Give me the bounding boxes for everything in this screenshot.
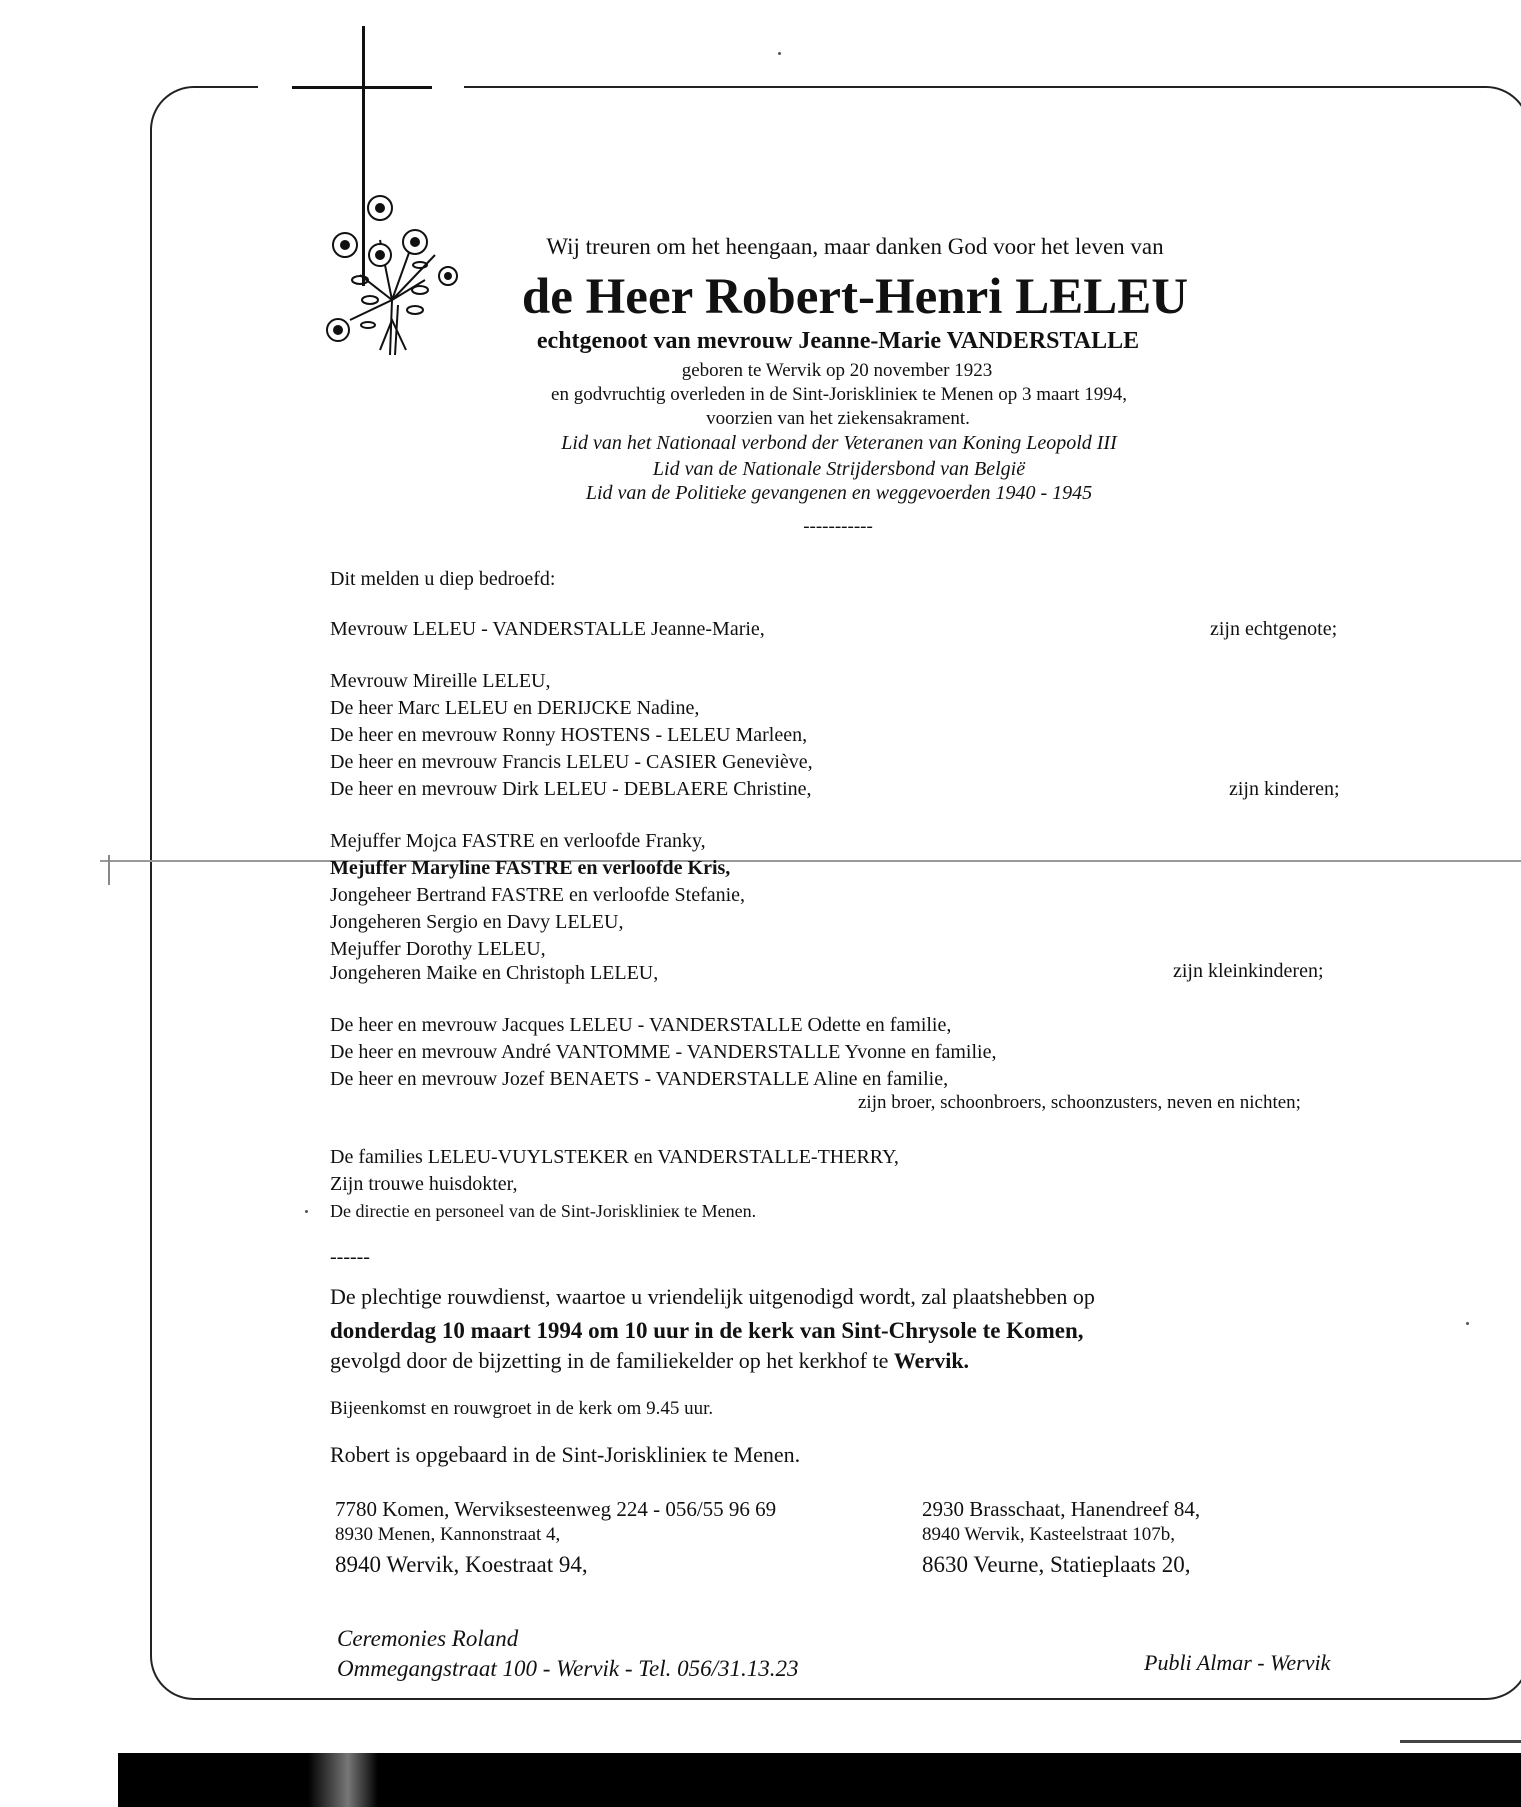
- membership-1: Lid van het Nationaal verbond der Veteranen van Koning Leopold III: [561, 432, 1117, 454]
- undertaker-name: Ceremonies Roland: [337, 1626, 519, 1651]
- membership-3: Lid van de Politieke gevangenen en weggevoerden 1940 - 1945: [585, 482, 1093, 504]
- grandchild-line: Jongeheren Maike en Christoph LELEU,: [330, 962, 659, 984]
- address-left-3: 8940 Wervik, Koestraat 94,: [335, 1552, 588, 1577]
- spouse-line: echtgenoot van mevrouw Jeanne-Marie VANDERSTALLE: [536, 328, 1140, 354]
- grandchild-line: Jongeheer Bertrand FASTRE en verloofde Stefanie,: [330, 884, 746, 906]
- birth-line: geboren te Wervik op 20 november 1923: [681, 360, 993, 381]
- deceased-name: de Heer Robert-Henri LELEU: [521, 269, 1189, 325]
- undertaker-address: Ommegangstraat 100 - Wervik - Tel. 056/31.13.23: [337, 1656, 799, 1681]
- grandchild-line: Mejuffer Dorothy LELEU,: [330, 938, 546, 960]
- separator-dashes-2: ------: [330, 1246, 370, 1268]
- announce-line: Dit melden u diep bedroefd:: [330, 568, 556, 590]
- printer-credit: Publi Almar - Wervik: [1144, 1650, 1331, 1675]
- other-line: De families LELEU-VUYLSTEKER en VANDERSTALLE-THERRY,: [330, 1146, 899, 1168]
- child-line: De heer en mevrouw Dirk LELEU - DEBLAERE Christine,: [330, 778, 812, 800]
- child-line: De heer en mevrouw Francis LELEU - CASIER Geneviève,: [330, 751, 813, 773]
- laid-out-line: Robert is opgebaard in de Sint-Jorisklinieк te Menen.: [330, 1442, 801, 1467]
- grandchildren-relation: zijn kleinkinderen;: [1173, 960, 1324, 982]
- sacrament-line: voorzien van het ziekensakrament.: [706, 408, 970, 429]
- fold-line: [100, 860, 1521, 862]
- scan-edge-bar: [118, 1753, 1521, 1807]
- death-line: en godvruchtig overleden in de Sint-Jorisklinieк te Menen op 3 maart 1994,: [551, 384, 1127, 405]
- gathering-line: Bijeenkomst en rouwgroet in de kerk om 9.45 uur.: [330, 1398, 714, 1419]
- separator-dashes: -----------: [803, 516, 873, 537]
- address-right-2: 8940 Wervik, Kasteelstraat 107b,: [922, 1524, 1175, 1545]
- children-relation: zijn kinderen;: [1229, 778, 1340, 800]
- other-line: De directie en personeel van de Sint-Jorisklinieк te Menen.: [330, 1201, 757, 1221]
- other-line: Zijn trouwe huisdokter,: [330, 1173, 518, 1195]
- child-line: Mevrouw Mireille LELEU,: [330, 670, 551, 692]
- sibling-line: De heer en mevrouw Jacques LELEU - VANDERSTALLE Odette en familie,: [330, 1014, 952, 1036]
- grandchild-line: Jongeheren Sergio en Davy LELEU,: [330, 911, 624, 933]
- sibling-line: De heer en mevrouw Jozef BENAETS - VANDERSTALLE Aline en familie,: [330, 1068, 949, 1090]
- service-line-3: gevolgd door de bijzetting in de familiekelder op het kerkhof te Wervik.: [330, 1348, 970, 1373]
- address-right-1: 2930 Brasschaat, Hanendreef 84,: [922, 1497, 1201, 1521]
- grandchild-line: Mejuffer Mojca FASTRE en verloofde Franky,: [330, 830, 706, 852]
- address-right-3: 8630 Veurne, Statieplaats 20,: [922, 1552, 1191, 1577]
- child-line: De heer Marc LELEU en DERIJCKE Nadine,: [330, 697, 700, 719]
- grandchild-line: Mejuffer Maryline FASTRE en verloofde Kris,: [330, 857, 731, 879]
- wife-line: Mevrouw LELEU - VANDERSTALLE Jeanne-Marie,: [330, 618, 765, 640]
- child-line: De heer en mevrouw Ronny HOSTENS - LELEU Marleen,: [330, 724, 808, 746]
- siblings-relation: zijn broer, schoonbroers, schoonzusters, neven en nichten;: [858, 1092, 1301, 1113]
- service-line-1: De plechtige rouwdienst, waartoe u vriendelijk uitgenodigd wordt, zal plaatshebben op: [330, 1284, 1095, 1309]
- cross-bar: [292, 86, 432, 89]
- intro-line: Wij treuren om het heengaan, maar danken God voor het leven van: [546, 234, 1164, 259]
- wife-relation: zijn echtgenote;: [1210, 618, 1338, 640]
- sibling-line: De heer en mevrouw André VANTOMME - VANDERSTALLE Yvonne en familie,: [330, 1041, 997, 1063]
- flower-bouquet-icon: [320, 180, 490, 360]
- membership-2: Lid van de Nationale Strijdersbond van België: [652, 458, 1026, 480]
- address-left-1: 7780 Komen, Werviksesteenweg 224 - 056/55 96 69: [335, 1497, 777, 1521]
- address-left-2: 8930 Menen, Kannonstraat 4,: [335, 1524, 561, 1545]
- service-date-line: donderdag 10 maart 1994 om 10 uur in de kerk van Sint-Chrysole te Komen,: [330, 1318, 1084, 1343]
